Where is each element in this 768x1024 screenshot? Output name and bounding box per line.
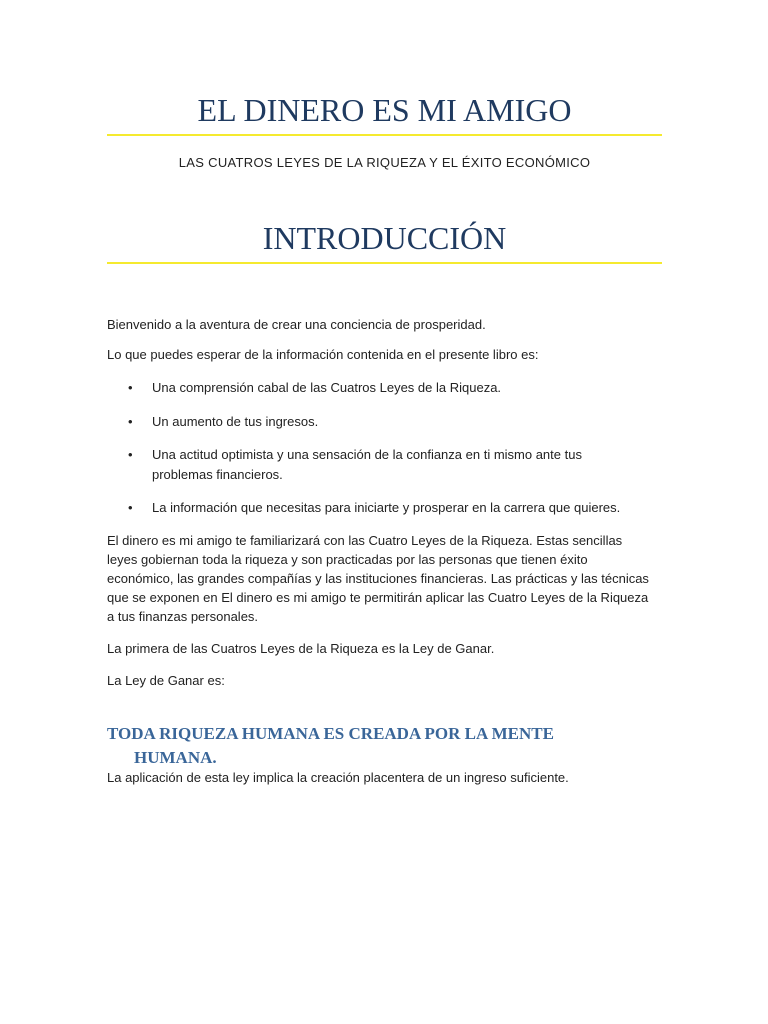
list-item	[107, 498, 662, 518]
bullet-icon: •	[128, 413, 133, 429]
benefits-list	[107, 378, 662, 532]
list-item-text: La información que necesitas para iniciarte y prosperar en la carrera que quieres.	[152, 500, 621, 515]
list-item	[107, 412, 662, 432]
application-paragraph: La aplicación de esta ley implica la creación placentera de un ingreso suficiente.	[107, 770, 569, 785]
welcome-paragraph: Bienvenido a la aventura de crear una conciencia de prosperidad.	[107, 317, 486, 332]
expect-paragraph: Lo que puedes esperar de la información contenida en el presente libro es:	[107, 347, 539, 362]
intro-underline	[107, 262, 662, 264]
first-law-paragraph: La primera de las Cuatros Leyes de la Riqueza es la Ley de Ganar.	[107, 641, 495, 656]
list-item	[107, 378, 662, 398]
bullet-icon: •	[128, 500, 133, 515]
list-item-text: Una comprensión cabal de las Cuatros Leyes de la Riqueza.	[152, 380, 502, 395]
bullet-icon: •	[128, 380, 133, 395]
law-heading	[107, 722, 662, 770]
law-heading-line1: TODA RIQUEZA HUMANA ES CREADA POR LA MENTE	[107, 724, 554, 743]
list-item	[107, 445, 662, 484]
bullet-icon: •	[128, 447, 133, 462]
familiarize-paragraph: El dinero es mi amigo te familiarizará con las Cuatro Leyes de la Riqueza. Estas sencillas leyes gobiernan toda la riqueza y son practicadas por las personas que tienen éxito económico, las grandes compañías y las instituciones financieras. Las prácticas y las técnicas que se exponen en El dinero es mi amigo te permitirán aplicar las Cuatro Leyes de la Riqueza a tus finanzas personales.	[107, 533, 649, 624]
list-item-text: Una actitud optimista y una sensación de la confianza en ti mismo ante tus problemas financieros.	[152, 447, 582, 482]
document-title: EL DINERO ES MI AMIGO	[197, 92, 572, 128]
list-item-text: Un aumento de tus ingresos.	[152, 413, 319, 429]
title-underline	[107, 134, 662, 136]
law-is-paragraph: La Ley de Ganar es:	[107, 673, 225, 688]
law-heading-line2: HUMANA.	[134, 748, 217, 767]
document-subtitle: LAS CUATROS LEYES DE LA RIQUEZA Y EL ÉXITO ECONÓMICO	[178, 155, 591, 170]
intro-heading: INTRODUCCIÓN	[262, 220, 507, 256]
